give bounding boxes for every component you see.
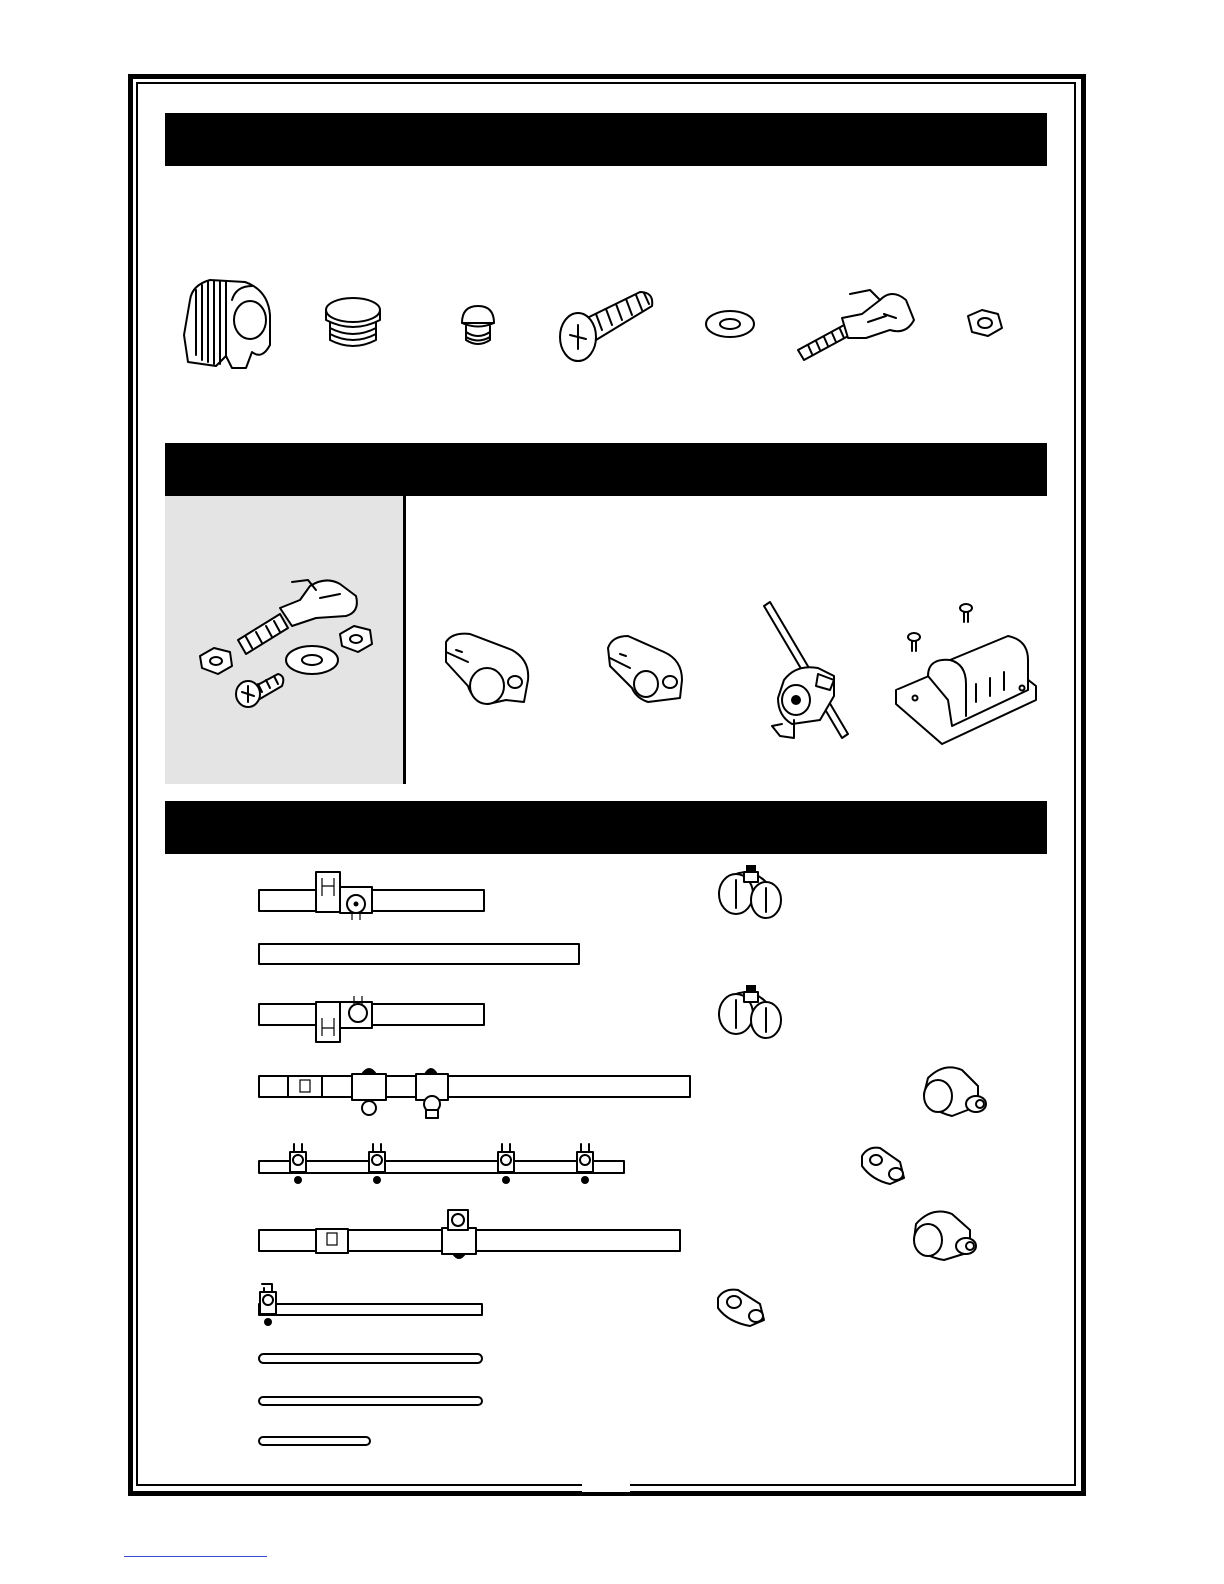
wing-bolt-icon — [798, 290, 914, 360]
bag-contents-icon — [200, 580, 372, 707]
plain-rod-1 — [259, 1354, 482, 1363]
frame-tube-a — [259, 872, 484, 920]
crossbar-with-two-fittings — [259, 1210, 680, 1259]
hex-nut-icon — [968, 310, 1002, 336]
end-clamp-detail-icon — [718, 1290, 764, 1326]
double-tee-connector-2-icon — [719, 985, 781, 1038]
crossbar-with-three-fittings — [259, 1068, 690, 1118]
large-end-cap-icon — [326, 298, 380, 346]
double-tee-connector-icon — [719, 865, 781, 918]
small-end-clamp-icon — [862, 1148, 904, 1184]
tee-connector-2-icon — [914, 1212, 976, 1260]
footer-link-underline[interactable] — [124, 1556, 267, 1557]
washer-icon — [706, 311, 754, 337]
swivel-clamp-icon — [764, 602, 848, 738]
knob-icon — [184, 280, 270, 368]
end-clamp-icon — [608, 636, 682, 702]
frame-tube-b — [259, 996, 484, 1042]
tube-plain-long — [259, 944, 579, 964]
short-rod-with-end-clamp — [259, 1284, 482, 1326]
tee-connector-icon — [924, 1067, 986, 1116]
rod-with-four-clamps — [259, 1144, 624, 1184]
phillips-bolt-icon — [560, 292, 652, 361]
plain-rod-2 — [259, 1397, 482, 1405]
plain-rod-3 — [259, 1437, 370, 1445]
open-clamp-icon — [446, 634, 528, 704]
bracket-with-screws-icon — [896, 604, 1036, 744]
small-end-cap-icon — [462, 306, 494, 344]
